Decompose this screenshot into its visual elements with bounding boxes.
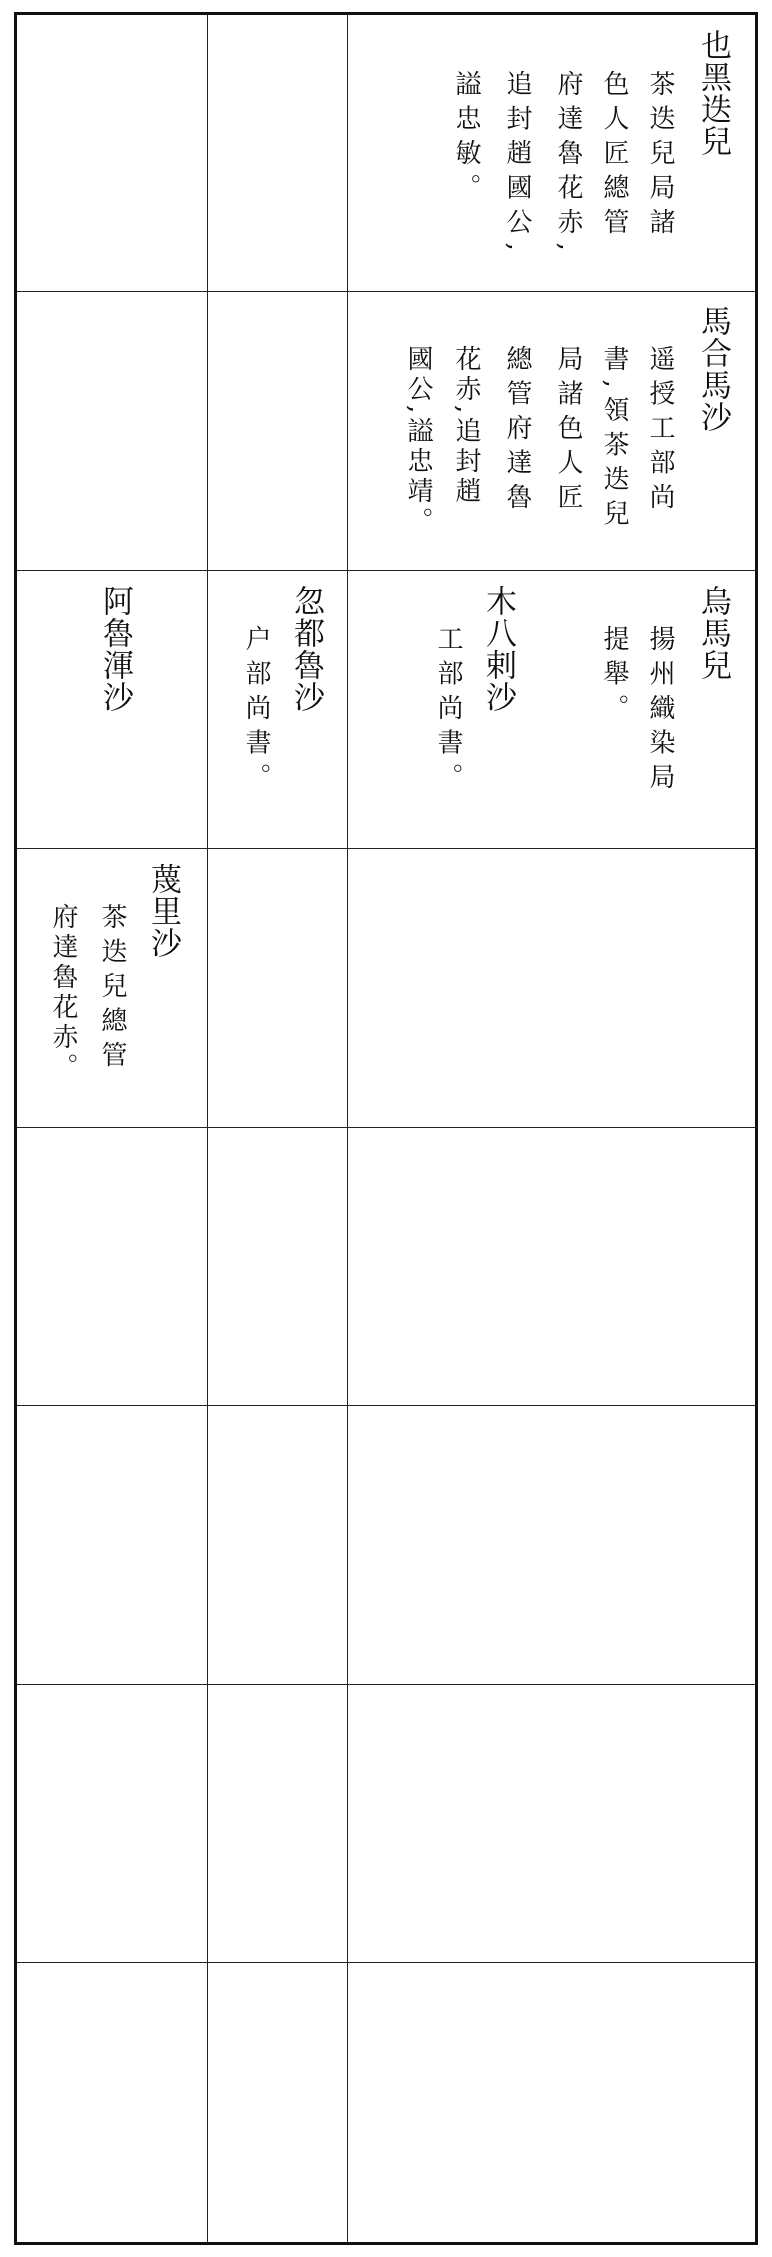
person-note-line: 府達魯花赤,: [553, 70, 583, 260]
person-note-line: 揚州織染局: [645, 625, 675, 798]
person-note-line: 遥授工部尚: [645, 345, 675, 518]
column-divider: [207, 15, 208, 2242]
person-name: 木八剌沙: [480, 585, 516, 713]
person-note-line: 提舉。: [599, 625, 629, 729]
person-note-line: 局諸色人匠: [553, 345, 583, 518]
person-name: 馬合馬沙: [695, 305, 731, 433]
person-note-line: 府達魯花赤。: [48, 903, 78, 1083]
row-divider: [17, 1684, 755, 1685]
row-divider: [17, 570, 755, 571]
row-divider: [17, 291, 755, 292]
row-divider: [17, 1962, 755, 1963]
column-divider: [347, 15, 348, 2242]
person-note-line: 茶迭兒總管: [97, 903, 127, 1076]
person-name: 阿魯渾沙: [97, 585, 133, 713]
person-note-line: 工部尚書。: [433, 625, 463, 798]
person-name: 也黑迭兒: [695, 29, 731, 157]
person-name: 忽都魯沙: [288, 585, 324, 713]
row-divider: [17, 848, 755, 849]
person-name: 烏馬兒: [695, 585, 731, 681]
person-note-line: 追封趙國公,: [502, 70, 532, 260]
row-divider: [17, 1127, 755, 1128]
person-note-line: 總管府達魯: [502, 345, 532, 518]
person-note-line: 國公,謚忠靖。: [403, 345, 433, 538]
person-note-line: 謚忠敏。: [451, 70, 481, 208]
row-divider: [17, 1405, 755, 1406]
genealogy-table: [14, 12, 758, 2245]
person-note-line: 户部尚書。: [241, 625, 271, 798]
person-note-line: 茶迭兒局諸: [645, 70, 675, 243]
person-note-line: 色人匠總管: [599, 70, 629, 243]
person-note-line: 花赤,追封趙: [451, 345, 481, 508]
person-name: 蔑里沙: [145, 863, 181, 959]
person-note-line: 書,領茶迭兒: [599, 345, 629, 535]
